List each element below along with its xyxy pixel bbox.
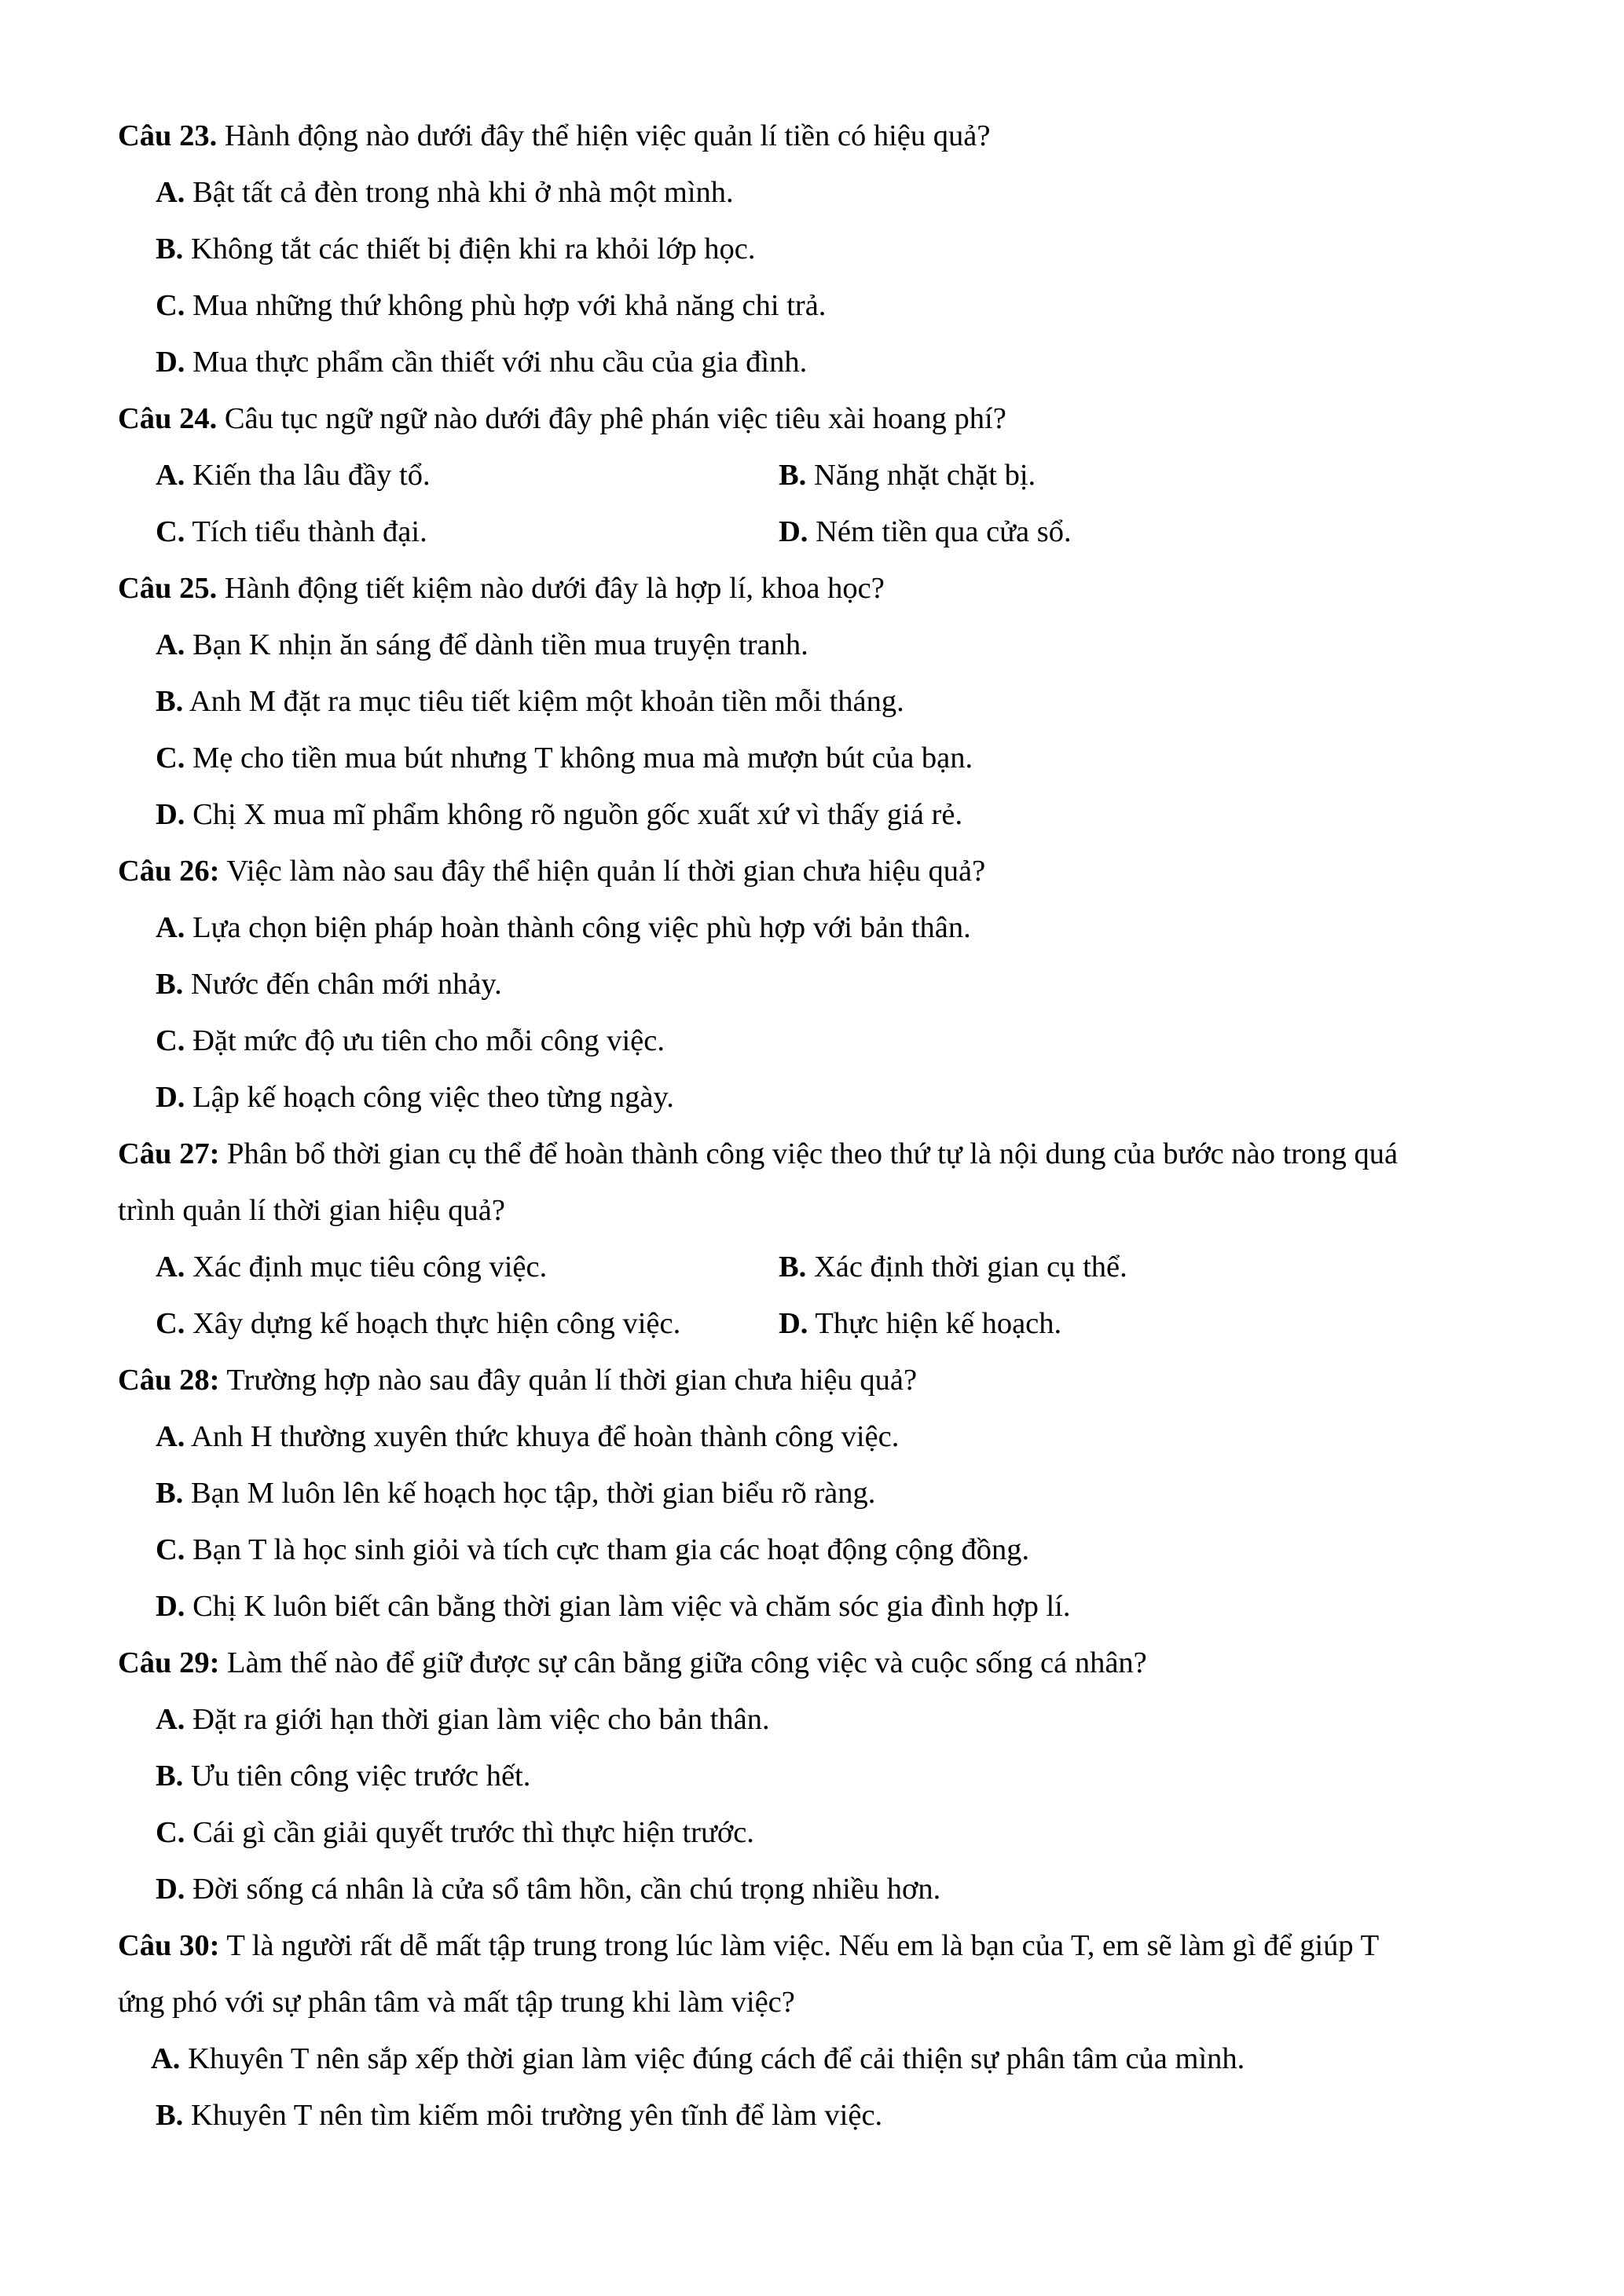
option-letter: C. <box>156 515 185 548</box>
option-25-b <box>156 682 904 721</box>
question-27-continuation: trình quản lí thời gian hiệu quả? <box>118 1194 505 1227</box>
option-letter: B. <box>156 968 184 1001</box>
option-text: Nước đến chân mới nhảy. <box>183 968 502 1001</box>
option-text: Cái gì cần giải quyết trước thì thực hiện trước. <box>185 1816 754 1849</box>
option-27-d <box>779 1304 1061 1343</box>
option-text: Anh H thường xuyên thức khuya để hoàn thành công việc. <box>185 1420 900 1453</box>
option-23-a <box>156 173 734 212</box>
option-text: Bạn M luôn lên kế hoạch học tập, thời gian biểu rõ ràng. <box>183 1477 876 1510</box>
option-28-c <box>156 1530 1029 1569</box>
question-text: Hành động tiết kiệm nào dưới đây là hợp lí, khoa học? <box>217 572 885 605</box>
question-text: Phân bổ thời gian cụ thể để hoàn thành công việc theo thứ tự là nội dung của bước nào trong quá <box>219 1137 1399 1170</box>
question-label: Câu 23. <box>118 119 218 152</box>
option-letter: B. <box>156 233 184 265</box>
option-30-a <box>151 2039 1245 2078</box>
question-text: Câu tục ngữ ngữ nào dưới đây phê phán việc tiêu xài hoang phí? <box>217 402 1006 435</box>
option-letter: C. <box>156 1816 185 1849</box>
option-letter: D. <box>156 1873 185 1906</box>
question-label: Câu 29: <box>118 1646 220 1679</box>
option-29-c <box>156 1813 754 1852</box>
question-25 <box>118 569 885 608</box>
option-24-a <box>156 456 431 495</box>
option-text: Bạn T là học sinh giỏi và tích cực tham gia các hoạt động cộng đồng. <box>185 1533 1030 1566</box>
option-text: Mua thực phẩm cần thiết với nhu cầu của gia đình. <box>185 346 808 379</box>
option-text: Xây dựng kế hoạch thực hiện công việc. <box>185 1307 681 1340</box>
option-letter: A. <box>151 2042 181 2075</box>
option-28-b <box>156 1474 875 1513</box>
question-text: Việc làm nào sau đây thể hiện quản lí thời gian chưa hiệu quả? <box>219 855 986 888</box>
option-text: Bật tất cả đèn trong nhà khi ở nhà một mình. <box>185 176 734 209</box>
option-23-b <box>156 229 755 269</box>
option-letter: B. <box>156 2099 184 2132</box>
option-28-d <box>156 1587 1070 1626</box>
option-text: Chị X mua mĩ phẩm không rõ nguồn gốc xuất xứ vì thấy giá rẻ. <box>185 798 963 831</box>
question-label: Câu 27: <box>118 1137 220 1170</box>
option-26-d <box>156 1078 674 1117</box>
option-text: Khuyên T nên tìm kiếm môi trường yên tĩnh để làm việc. <box>183 2099 883 2132</box>
option-29-b <box>156 1756 530 1796</box>
question-24 <box>118 399 1006 438</box>
option-25-a <box>156 625 808 665</box>
option-text: Đặt mức độ ưu tiên cho mỗi công việc. <box>185 1024 665 1057</box>
option-24-d <box>779 512 1072 551</box>
option-letter: A. <box>156 628 185 661</box>
option-text: Anh M đặt ra mục tiêu tiết kiệm một khoản tiền mỗi tháng. <box>183 685 904 718</box>
option-letter: C. <box>156 1024 185 1057</box>
option-text: Bạn K nhịn ăn sáng để dành tiền mua truyện tranh. <box>185 628 808 661</box>
question-label: Câu 26: <box>118 855 220 888</box>
option-letter: D. <box>156 346 185 379</box>
option-text: Xác định thời gian cụ thể. <box>806 1251 1127 1283</box>
option-text: Khuyên T nên sắp xếp thời gian làm việc đúng cách để cải thiện sự phân tâm của mình. <box>180 2042 1245 2075</box>
option-text: Đời sống cá nhân là cửa sổ tâm hồn, cần chú trọng nhiều hơn. <box>185 1873 941 1906</box>
question-26 <box>118 851 985 891</box>
option-letter: C. <box>156 1307 185 1340</box>
question-label: Câu 25. <box>118 572 218 605</box>
option-letter: B. <box>156 1477 184 1510</box>
option-text: Lựa chọn biện pháp hoàn thành công việc phù hợp với bản thân. <box>185 911 971 944</box>
question-text: T là người rất dễ mất tập trung trong lúc làm việc. Nếu em là bạn của T, em sẽ làm gì để giúp T <box>219 1929 1380 1962</box>
option-25-d <box>156 795 962 834</box>
option-text: Ném tiền qua cửa sổ. <box>808 515 1072 548</box>
option-text: Lập kế hoạch công việc theo từng ngày. <box>185 1081 674 1114</box>
question-label: Câu 30: <box>118 1929 220 1962</box>
option-letter: B. <box>156 685 184 718</box>
option-27-b <box>779 1247 1127 1287</box>
option-24-b <box>779 456 1036 495</box>
option-24-c <box>156 512 427 551</box>
option-letter: C. <box>156 289 185 322</box>
option-text: Đặt ra giới hạn thời gian làm việc cho bản thân. <box>185 1703 770 1736</box>
question-label: Câu 28: <box>118 1364 220 1397</box>
question-29 <box>118 1643 1147 1683</box>
option-23-c <box>156 286 826 325</box>
option-letter: A. <box>156 1251 185 1283</box>
option-26-b <box>156 965 502 1004</box>
question-30 <box>118 1926 1379 1965</box>
option-letter: C. <box>156 742 185 774</box>
option-letter: A. <box>156 1703 185 1736</box>
question-text: Trường hợp nào sau đây quản lí thời gian chưa hiệu quả? <box>219 1364 918 1397</box>
option-text: Mua những thứ không phù hợp với khả năng chi trả. <box>185 289 827 322</box>
question-27 <box>118 1134 1398 1174</box>
option-27-c <box>156 1304 680 1343</box>
question-28 <box>118 1360 917 1400</box>
option-26-a <box>156 908 971 947</box>
option-text: Thực hiện kế hoạch. <box>808 1307 1062 1340</box>
option-letter: A. <box>156 911 185 944</box>
option-letter: D. <box>156 1590 185 1623</box>
option-text: Chị K luôn biết cân bằng thời gian làm việc và chăm sóc gia đình hợp lí. <box>185 1590 1071 1623</box>
option-letter: D. <box>156 798 185 831</box>
question-23 <box>118 116 990 156</box>
option-letter: B. <box>779 459 807 492</box>
question-text: Hành động nào dưới đây thể hiện việc quản lí tiền có hiệu quả? <box>217 119 991 152</box>
option-30-b <box>156 2096 882 2135</box>
option-27-a <box>156 1247 547 1287</box>
option-29-d <box>156 1869 940 1909</box>
option-letter: B. <box>156 1760 184 1792</box>
option-letter: D. <box>779 1307 808 1340</box>
option-letter: B. <box>779 1251 807 1283</box>
option-28-a <box>156 1417 899 1456</box>
option-text: Tích tiểu thành đại. <box>185 515 427 548</box>
option-text: Xác định mục tiêu công việc. <box>185 1251 548 1283</box>
option-text: Mẹ cho tiền mua bút nhưng T không mua mà mượn bút của bạn. <box>185 742 973 774</box>
option-29-a <box>156 1700 770 1739</box>
option-letter: D. <box>156 1081 185 1114</box>
option-text: Ưu tiên công việc trước hết. <box>183 1760 531 1792</box>
option-26-c <box>156 1021 665 1060</box>
option-letter: A. <box>156 1420 185 1453</box>
option-23-d <box>156 342 807 382</box>
question-text: Làm thế nào để giữ được sự cân bằng giữa công việc và cuộc sống cá nhân? <box>219 1646 1147 1679</box>
option-letter: D. <box>779 515 808 548</box>
option-letter: A. <box>156 176 185 209</box>
option-25-c <box>156 738 973 778</box>
question-label: Câu 24. <box>118 402 218 435</box>
question-30-continuation: ứng phó với sự phân tâm và mất tập trung khi làm việc? <box>118 1986 795 2019</box>
option-text: Năng nhặt chặt bị. <box>806 459 1036 492</box>
option-text: Kiến tha lâu đầy tổ. <box>185 459 431 492</box>
option-letter: C. <box>156 1533 185 1566</box>
option-letter: A. <box>156 459 185 492</box>
option-text: Không tắt các thiết bị điện khi ra khỏi lớp học. <box>183 233 756 265</box>
